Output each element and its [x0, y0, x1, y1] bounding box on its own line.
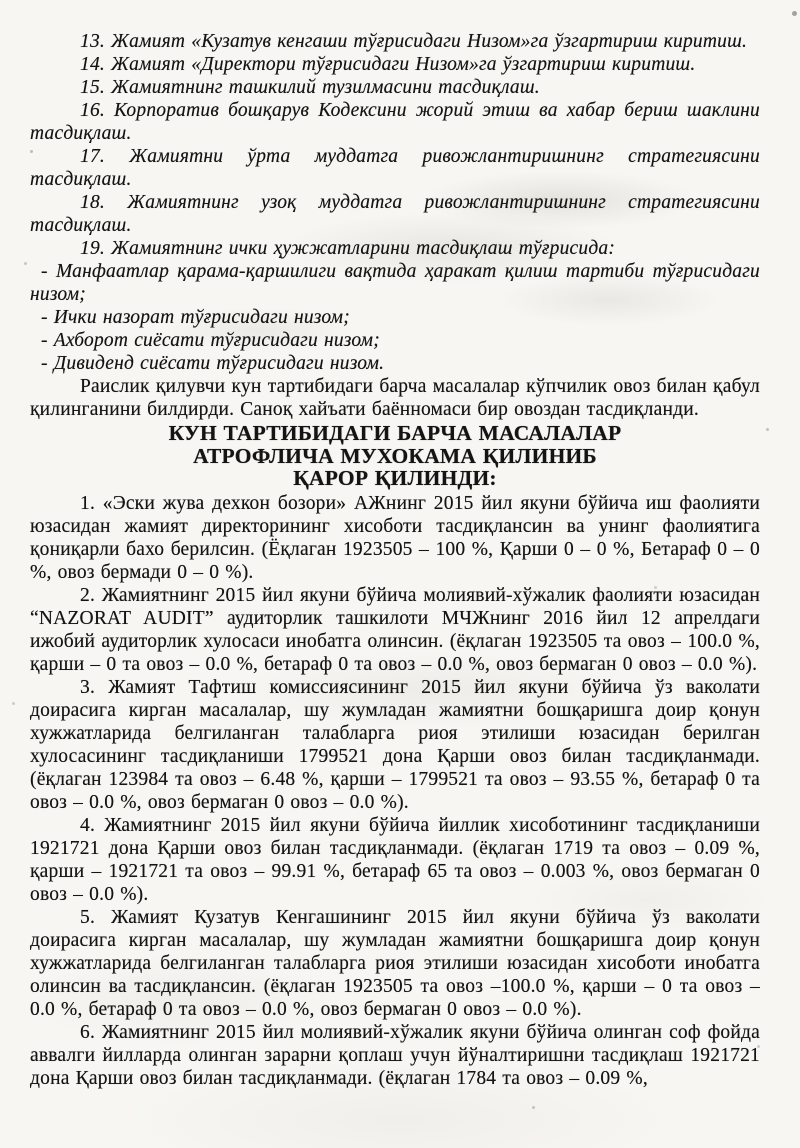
decisions-section	[30, 492, 760, 1090]
agenda-subitem-internal-control: - Ички назорат тўғрисидаги низом;	[41, 307, 350, 328]
agenda-items-section	[30, 30, 760, 375]
resolution-heading-line-2: АТРОФЛИЧА МУХОКАМА ҚИЛИНИБ	[193, 443, 597, 468]
agenda-subitem-information-policy: - Ахборот сиёсати тўғрисидаги низом;	[41, 330, 380, 351]
decision-item-5: 5. Жамият Кузатув Кенгашининг 2015 йил якуни бўйича ўз ваколати доирасига кирган масалалар, шу жумладан жамиятни бошқаришга доир қонун хужжатларида белгиланган талабларга риоя этилиши юзасидан хисоботи инобатга олинсин ва тасдиқлансин. (ёқлаган 1923505 та овоз –100.0 %, қарши – 0 та овоз – 0.0 %, бетараф 0 та овоз – 0.0 %, овоз бермаган 0 овоз – 0.0 %).	[30, 906, 760, 1020]
decision-item-3: 3. Жамият Тафтиш комиссиясининг 2015 йил якуни бўйича ўз ваколати доирасига кирган масалалар, шу жумладан жамиятни бошқаришга доир қонун хужжатларида белгиланган талабларга риоя этилиши юзасидан берилган хулосасининг тасдиқланиши 1799521 дона Қарши овоз билан тасдиқланмади. (ёқлаган 123984 та овоз – 6.48 %, қарши – 1799521 та овоз – 93.55 %, бетараф 0 та овоз – 0.0 %, овоз бермаган 0 овоз – 0.0 %).	[30, 676, 760, 813]
agenda-item-16: 16. Корпоратив бошқарув Кодексини жорий этиш ва хабар бериш шаклини тасдиқлаш.	[30, 100, 760, 144]
decision-item-2: 2. Жамиятнинг 2015 йил якуни бўйича молиявий-хўжалик фаолияти юзасидан “NAZORAT AUDIT” аудиторлик ташкилоти МЧЖнинг 2016 йил 12 апрелдаги ижобий аудиторлик хулосаси инобатга олинсин. (ёқлаган 1923505 та овоз – 100.0 %, қарши – 0 та овоз – 0.0 %, бетараф 0 та овоз – 0.0 %, овоз бермаган 0 овоз – 0.0 %).	[30, 584, 760, 675]
agenda-item-14: 14. Жамият «Директори тўғрисидаги Низом»га ўзгартириш киритиш.	[80, 54, 696, 75]
agenda-subitem-dividend-policy: - Дивиденд сиёсати тўғрисидаги низом.	[41, 353, 385, 374]
resolution-heading	[30, 421, 760, 492]
resolution-heading-line-1: КУН ТАРТИБИДАГИ БАРЧА МАСАЛАЛАР	[168, 421, 622, 445]
agenda-item-13: 13. Жамият «Кузатув кенгаши тўғрисидаги Низом»га ўзгартириш киритиш.	[80, 31, 748, 52]
agenda-item-18: 18. Жамиятнинг узоқ муддатга ривожлантиришнинг стратегиясини тасдиқлаш.	[30, 192, 760, 236]
decision-item-4: 4. Жамиятнинг 2015 йил якуни бўйича йиллик хисоботининг тасдиқланиши 1921721 дона Қарши овоз билан тасдиқланмади. (ёқлаган 1719 та овоз – 0.09 %, қарши – 1921721 та овоз – 99.91 %, бетараф 65 та овоз – 0.003 %, овоз бермаган 0 овоз – 0.0 %).	[30, 814, 760, 905]
chair-statement-paragraph: Раислик қилувчи кун тартибидаги барча масалалар кўпчилик овоз билан қабул қилинганини билдирди. Саноқ хайъати баённомаси бир овоздан тасдиқланди.	[30, 376, 760, 420]
decision-item-6: 6. Жамиятнинг 2015 йил молиявий-хўжалик якуни бўйича олинган соф фойда аввалги йилларда олинган зарарни қоплаш учун йўналтиришни тасдиқлаш 1921721 дона Қарши овоз билан тасдиқланмади. (ёқлаган 1784 та овоз – 0.09 %,	[30, 1021, 760, 1089]
agenda-item-19: 19. Жамиятнинг ички ҳужжатларини тасдиқлаш тўғрисида:	[80, 238, 616, 259]
decision-item-1: 1. «Эски жува дехкон бозори» АЖнинг 2015 йил якуни бўйича иш фаолияти юзасидан жамият директорининг хисоботи тасдиқлансин ва унинг фаолиятига қониқарли бахо берилсин. (Ёқлаган 1923505 – 100 %, Қарши 0 – 0 %, Бетараф 0 – 0 %, овоз бермади 0 – 0 %).	[30, 492, 760, 583]
resolution-heading-line-3: ҚАРОР ҚИЛИНДИ:	[293, 466, 497, 490]
agenda-item-15: 15. Жамиятнинг ташкилий тузилмасини тасдиқлаш.	[80, 77, 540, 98]
agenda-subitem-conflict-policy: - Манфаатлар қарама-қаршилиги вақтида ҳаракат қилиш тартиби тўғрисидаги низом;	[30, 261, 760, 305]
agenda-item-17: 17. Жамиятни ўрта муддатга ривожлантиришнинг стратегиясини тасдиқлаш.	[30, 146, 760, 190]
